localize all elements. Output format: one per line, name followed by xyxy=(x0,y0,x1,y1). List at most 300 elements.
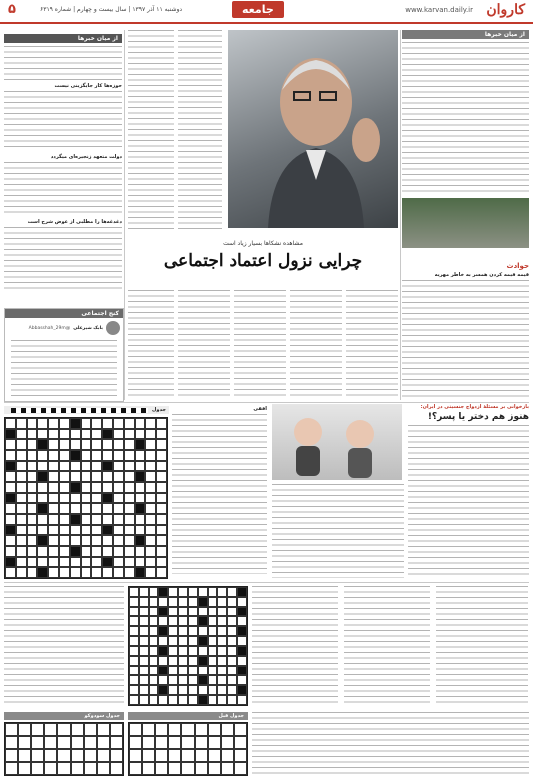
grid-cell[interactable] xyxy=(16,546,27,557)
grid-cell[interactable] xyxy=(81,461,92,472)
grid-cell[interactable] xyxy=(139,616,149,626)
grid-cell[interactable] xyxy=(91,535,102,546)
grid-cell[interactable] xyxy=(102,567,113,578)
grid-cell[interactable] xyxy=(16,503,27,514)
grid-cell[interactable] xyxy=(237,636,247,646)
grid-cell[interactable] xyxy=(139,646,149,656)
grid-cell[interactable] xyxy=(227,646,237,656)
grid-cell[interactable] xyxy=(149,675,159,685)
grid-cell[interactable] xyxy=(227,675,237,685)
grid-cell[interactable] xyxy=(37,482,48,493)
grid-cell[interactable] xyxy=(16,514,27,525)
grid-cell[interactable] xyxy=(84,723,97,736)
grid-cell[interactable] xyxy=(227,587,237,597)
sudoku-grid[interactable] xyxy=(4,722,124,776)
grid-cell[interactable] xyxy=(102,471,113,482)
grid-cell[interactable] xyxy=(27,429,38,440)
grid-cell[interactable] xyxy=(188,685,198,695)
grid-cell[interactable] xyxy=(27,546,38,557)
grid-cell[interactable] xyxy=(168,675,178,685)
grid-cell[interactable] xyxy=(70,557,81,568)
grid-cell[interactable] xyxy=(91,418,102,429)
crossword-grid[interactable] xyxy=(4,417,168,579)
grid-cell[interactable] xyxy=(188,636,198,646)
grid-cell[interactable] xyxy=(208,607,218,617)
grid-cell[interactable] xyxy=(124,525,135,536)
grid-cell[interactable] xyxy=(16,482,27,493)
grid-cell[interactable] xyxy=(48,567,59,578)
grid-cell[interactable] xyxy=(145,493,156,504)
grid-cell[interactable] xyxy=(70,567,81,578)
grid-cell[interactable] xyxy=(145,439,156,450)
grid-cell[interactable] xyxy=(16,418,27,429)
grid-cell[interactable] xyxy=(113,567,124,578)
grid-cell[interactable] xyxy=(208,675,218,685)
grid-cell[interactable] xyxy=(57,723,70,736)
grid-cell[interactable] xyxy=(59,439,70,450)
grid-cell[interactable] xyxy=(217,646,227,656)
grid-cell[interactable] xyxy=(237,656,247,666)
grid-cell[interactable] xyxy=(158,646,168,656)
grid-cell[interactable] xyxy=(102,439,113,450)
grid-cell[interactable] xyxy=(16,461,27,472)
grid-cell[interactable] xyxy=(208,685,218,695)
grid-cell[interactable] xyxy=(37,514,48,525)
grid-cell[interactable] xyxy=(178,626,188,636)
grid-cell[interactable] xyxy=(145,567,156,578)
grid-cell[interactable] xyxy=(27,461,38,472)
grid-cell[interactable] xyxy=(149,597,159,607)
grid-cell[interactable] xyxy=(5,762,18,775)
grid-cell[interactable] xyxy=(48,471,59,482)
grid-cell[interactable] xyxy=(198,646,208,656)
grid-cell[interactable] xyxy=(145,514,156,525)
grid-cell[interactable] xyxy=(217,587,227,597)
grid-cell[interactable] xyxy=(81,535,92,546)
grid-cell[interactable] xyxy=(198,675,208,685)
grid-cell[interactable] xyxy=(178,695,188,705)
grid-cell[interactable] xyxy=(70,429,81,440)
grid-cell[interactable] xyxy=(44,762,57,775)
grid-cell[interactable] xyxy=(145,471,156,482)
grid-cell[interactable] xyxy=(44,749,57,762)
grid-cell[interactable] xyxy=(156,525,167,536)
grid-cell[interactable] xyxy=(178,636,188,646)
grid-cell[interactable] xyxy=(70,450,81,461)
grid-cell[interactable] xyxy=(145,461,156,472)
grid-cell[interactable] xyxy=(27,482,38,493)
grid-cell[interactable] xyxy=(124,557,135,568)
grid-cell[interactable] xyxy=(156,482,167,493)
grid-cell[interactable] xyxy=(70,514,81,525)
grid-cell[interactable] xyxy=(124,461,135,472)
grid-cell[interactable] xyxy=(81,450,92,461)
grid-cell[interactable] xyxy=(129,675,139,685)
grid-cell[interactable] xyxy=(57,762,70,775)
grid-cell[interactable] xyxy=(135,471,146,482)
grid-cell[interactable] xyxy=(188,695,198,705)
grid-cell[interactable] xyxy=(5,723,18,736)
grid-cell[interactable] xyxy=(208,626,218,636)
grid-cell[interactable] xyxy=(135,546,146,557)
grid-cell[interactable] xyxy=(149,695,159,705)
grid-cell[interactable] xyxy=(37,461,48,472)
grid-cell[interactable] xyxy=(208,616,218,626)
grid-cell[interactable] xyxy=(156,418,167,429)
grid-cell[interactable] xyxy=(135,439,146,450)
grid-cell[interactable] xyxy=(110,723,123,736)
grid-cell[interactable] xyxy=(149,607,159,617)
grid-cell[interactable] xyxy=(208,587,218,597)
grid-cell[interactable] xyxy=(16,535,27,546)
grid-cell[interactable] xyxy=(91,525,102,536)
grid-cell[interactable] xyxy=(139,607,149,617)
grid-cell[interactable] xyxy=(198,626,208,636)
grid-cell[interactable] xyxy=(149,626,159,636)
grid-cell[interactable] xyxy=(124,450,135,461)
grid-cell[interactable] xyxy=(198,616,208,626)
grid-cell[interactable] xyxy=(84,749,97,762)
grid-cell[interactable] xyxy=(156,535,167,546)
grid-cell[interactable] xyxy=(145,450,156,461)
grid-cell[interactable] xyxy=(37,471,48,482)
grid-cell[interactable] xyxy=(129,607,139,617)
grid-cell[interactable] xyxy=(48,418,59,429)
grid-cell[interactable] xyxy=(198,666,208,676)
grid-cell[interactable] xyxy=(16,439,27,450)
grid-cell[interactable] xyxy=(227,636,237,646)
grid-cell[interactable] xyxy=(81,546,92,557)
grid-cell[interactable] xyxy=(5,482,16,493)
grid-cell[interactable] xyxy=(70,493,81,504)
grid-cell[interactable] xyxy=(139,636,149,646)
site-url[interactable]: www.karvan.daily.ir xyxy=(405,6,473,14)
grid-cell[interactable] xyxy=(168,636,178,646)
grid-cell[interactable] xyxy=(27,557,38,568)
grid-cell[interactable] xyxy=(188,597,198,607)
grid-cell[interactable] xyxy=(5,493,16,504)
grid-cell[interactable] xyxy=(110,762,123,775)
grid-cell[interactable] xyxy=(208,646,218,656)
grid-cell[interactable] xyxy=(188,646,198,656)
grid-cell[interactable] xyxy=(129,646,139,656)
grid-cell[interactable] xyxy=(208,666,218,676)
grid-cell[interactable] xyxy=(81,557,92,568)
grid-cell[interactable] xyxy=(129,636,139,646)
grid-cell[interactable] xyxy=(81,429,92,440)
grid-cell[interactable] xyxy=(110,736,123,749)
grid-cell[interactable] xyxy=(145,546,156,557)
grid-cell[interactable] xyxy=(208,636,218,646)
grid-cell[interactable] xyxy=(91,429,102,440)
grid-cell[interactable] xyxy=(16,493,27,504)
grid-cell[interactable] xyxy=(37,557,48,568)
grid-cell[interactable] xyxy=(48,482,59,493)
grid-cell[interactable] xyxy=(156,567,167,578)
grid-cell[interactable] xyxy=(113,503,124,514)
grid-cell[interactable] xyxy=(70,482,81,493)
grid-cell[interactable] xyxy=(102,450,113,461)
grid-cell[interactable] xyxy=(237,626,247,636)
grid-cell[interactable] xyxy=(102,418,113,429)
grid-cell[interactable] xyxy=(158,675,168,685)
grid-cell[interactable] xyxy=(84,762,97,775)
grid-cell[interactable] xyxy=(208,597,218,607)
grid-cell[interactable] xyxy=(113,535,124,546)
grid-cell[interactable] xyxy=(37,418,48,429)
grid-cell[interactable] xyxy=(139,597,149,607)
grid-cell[interactable] xyxy=(237,666,247,676)
grid-cell[interactable] xyxy=(158,607,168,617)
grid-cell[interactable] xyxy=(102,514,113,525)
grid-cell[interactable] xyxy=(139,675,149,685)
grid-cell[interactable] xyxy=(5,450,16,461)
grid-cell[interactable] xyxy=(37,525,48,536)
grid-cell[interactable] xyxy=(129,656,139,666)
grid-cell[interactable] xyxy=(70,439,81,450)
grid-cell[interactable] xyxy=(113,450,124,461)
grid-cell[interactable] xyxy=(91,503,102,514)
grid-cell[interactable] xyxy=(91,546,102,557)
grid-cell[interactable] xyxy=(59,525,70,536)
grid-cell[interactable] xyxy=(113,418,124,429)
grid-cell[interactable] xyxy=(27,525,38,536)
grid-cell[interactable] xyxy=(5,418,16,429)
grid-cell[interactable] xyxy=(16,450,27,461)
grid-cell[interactable] xyxy=(139,587,149,597)
grid-cell[interactable] xyxy=(5,557,16,568)
grid-cell[interactable] xyxy=(129,695,139,705)
grid-cell[interactable] xyxy=(227,695,237,705)
grid-cell[interactable] xyxy=(158,695,168,705)
grid-cell[interactable] xyxy=(237,607,247,617)
grid-cell[interactable] xyxy=(129,666,139,676)
grid-cell[interactable] xyxy=(81,567,92,578)
grid-cell[interactable] xyxy=(168,607,178,617)
grid-cell[interactable] xyxy=(178,646,188,656)
grid-cell[interactable] xyxy=(59,546,70,557)
grid-cell[interactable] xyxy=(217,685,227,695)
grid-cell[interactable] xyxy=(59,514,70,525)
grid-cell[interactable] xyxy=(31,723,44,736)
grid-cell[interactable] xyxy=(5,736,18,749)
grid-cell[interactable] xyxy=(188,616,198,626)
grid-cell[interactable] xyxy=(110,749,123,762)
grid-cell[interactable] xyxy=(102,493,113,504)
grid-cell[interactable] xyxy=(145,429,156,440)
grid-cell[interactable] xyxy=(124,503,135,514)
grid-cell[interactable] xyxy=(113,482,124,493)
grid-cell[interactable] xyxy=(124,439,135,450)
grid-cell[interactable] xyxy=(48,461,59,472)
grid-cell[interactable] xyxy=(59,503,70,514)
grid-cell[interactable] xyxy=(178,597,188,607)
grid-cell[interactable] xyxy=(217,695,227,705)
grid-cell[interactable] xyxy=(149,656,159,666)
crossword-grid-2[interactable] xyxy=(128,586,248,706)
grid-cell[interactable] xyxy=(135,429,146,440)
grid-cell[interactable] xyxy=(48,450,59,461)
grid-cell[interactable] xyxy=(178,656,188,666)
grid-cell[interactable] xyxy=(5,567,16,578)
grid-cell[interactable] xyxy=(81,439,92,450)
grid-cell[interactable] xyxy=(135,418,146,429)
grid-cell[interactable] xyxy=(188,587,198,597)
grid-cell[interactable] xyxy=(16,471,27,482)
grid-cell[interactable] xyxy=(217,616,227,626)
grid-cell[interactable] xyxy=(70,546,81,557)
grid-cell[interactable] xyxy=(97,723,110,736)
grid-cell[interactable] xyxy=(198,597,208,607)
grid-cell[interactable] xyxy=(44,723,57,736)
grid-cell[interactable] xyxy=(168,646,178,656)
grid-cell[interactable] xyxy=(59,418,70,429)
grid-cell[interactable] xyxy=(156,557,167,568)
grid-cell[interactable] xyxy=(135,450,146,461)
grid-cell[interactable] xyxy=(27,567,38,578)
grid-cell[interactable] xyxy=(71,723,84,736)
grid-cell[interactable] xyxy=(70,471,81,482)
grid-cell[interactable] xyxy=(70,535,81,546)
grid-cell[interactable] xyxy=(27,493,38,504)
grid-cell[interactable] xyxy=(135,493,146,504)
grid-cell[interactable] xyxy=(27,439,38,450)
grid-cell[interactable] xyxy=(91,471,102,482)
grid-cell[interactable] xyxy=(37,450,48,461)
grid-cell[interactable] xyxy=(18,749,31,762)
grid-cell[interactable] xyxy=(5,461,16,472)
grid-cell[interactable] xyxy=(217,626,227,636)
grid-cell[interactable] xyxy=(102,429,113,440)
grid-cell[interactable] xyxy=(158,685,168,695)
grid-cell[interactable] xyxy=(16,567,27,578)
grid-cell[interactable] xyxy=(145,535,156,546)
grid-cell[interactable] xyxy=(156,493,167,504)
grid-cell[interactable] xyxy=(135,567,146,578)
grid-cell[interactable] xyxy=(124,514,135,525)
grid-cell[interactable] xyxy=(48,439,59,450)
grid-cell[interactable] xyxy=(156,450,167,461)
grid-cell[interactable] xyxy=(27,535,38,546)
grid-cell[interactable] xyxy=(237,646,247,656)
grid-cell[interactable] xyxy=(145,482,156,493)
grid-cell[interactable] xyxy=(145,525,156,536)
grid-cell[interactable] xyxy=(31,749,44,762)
grid-cell[interactable] xyxy=(71,736,84,749)
grid-cell[interactable] xyxy=(139,656,149,666)
grid-cell[interactable] xyxy=(135,535,146,546)
grid-cell[interactable] xyxy=(158,636,168,646)
grid-cell[interactable] xyxy=(168,616,178,626)
grid-cell[interactable] xyxy=(124,535,135,546)
grid-cell[interactable] xyxy=(37,439,48,450)
grid-cell[interactable] xyxy=(158,626,168,636)
grid-cell[interactable] xyxy=(168,695,178,705)
grid-cell[interactable] xyxy=(168,656,178,666)
grid-cell[interactable] xyxy=(97,762,110,775)
grid-cell[interactable] xyxy=(198,695,208,705)
grid-cell[interactable] xyxy=(102,503,113,514)
grid-cell[interactable] xyxy=(70,503,81,514)
grid-cell[interactable] xyxy=(217,636,227,646)
grid-cell[interactable] xyxy=(217,607,227,617)
grid-cell[interactable] xyxy=(158,587,168,597)
grid-cell[interactable] xyxy=(37,493,48,504)
grid-cell[interactable] xyxy=(168,626,178,636)
grid-cell[interactable] xyxy=(91,482,102,493)
grid-cell[interactable] xyxy=(188,656,198,666)
grid-cell[interactable] xyxy=(27,471,38,482)
grid-cell[interactable] xyxy=(37,503,48,514)
grid-cell[interactable] xyxy=(81,525,92,536)
grid-cell[interactable] xyxy=(102,525,113,536)
grid-cell[interactable] xyxy=(198,656,208,666)
grid-cell[interactable] xyxy=(27,503,38,514)
grid-cell[interactable] xyxy=(145,503,156,514)
grid-cell[interactable] xyxy=(16,557,27,568)
grid-cell[interactable] xyxy=(156,429,167,440)
grid-cell[interactable] xyxy=(237,587,247,597)
grid-cell[interactable] xyxy=(48,429,59,440)
grid-cell[interactable] xyxy=(71,749,84,762)
grid-cell[interactable] xyxy=(70,461,81,472)
grid-cell[interactable] xyxy=(227,626,237,636)
grid-cell[interactable] xyxy=(59,461,70,472)
grid-cell[interactable] xyxy=(59,429,70,440)
grid-cell[interactable] xyxy=(158,666,168,676)
grid-cell[interactable] xyxy=(135,557,146,568)
grid-cell[interactable] xyxy=(124,429,135,440)
grid-cell[interactable] xyxy=(198,607,208,617)
grid-cell[interactable] xyxy=(156,514,167,525)
grid-cell[interactable] xyxy=(37,567,48,578)
grid-cell[interactable] xyxy=(135,461,146,472)
grid-cell[interactable] xyxy=(71,762,84,775)
grid-cell[interactable] xyxy=(217,597,227,607)
grid-cell[interactable] xyxy=(81,482,92,493)
grid-cell[interactable] xyxy=(70,418,81,429)
grid-cell[interactable] xyxy=(5,471,16,482)
grid-cell[interactable] xyxy=(31,762,44,775)
grid-cell[interactable] xyxy=(113,439,124,450)
grid-cell[interactable] xyxy=(129,616,139,626)
grid-cell[interactable] xyxy=(102,535,113,546)
grid-cell[interactable] xyxy=(178,666,188,676)
grid-cell[interactable] xyxy=(18,736,31,749)
grid-cell[interactable] xyxy=(156,546,167,557)
grid-cell[interactable] xyxy=(37,546,48,557)
grid-cell[interactable] xyxy=(48,557,59,568)
grid-cell[interactable] xyxy=(102,482,113,493)
grid-cell[interactable] xyxy=(31,736,44,749)
grid-cell[interactable] xyxy=(5,514,16,525)
grid-cell[interactable] xyxy=(124,418,135,429)
grid-cell[interactable] xyxy=(237,695,247,705)
grid-cell[interactable] xyxy=(27,450,38,461)
grid-cell[interactable] xyxy=(59,471,70,482)
grid-cell[interactable] xyxy=(70,525,81,536)
grid-cell[interactable] xyxy=(57,736,70,749)
grid-cell[interactable] xyxy=(48,493,59,504)
grid-cell[interactable] xyxy=(27,418,38,429)
grid-cell[interactable] xyxy=(178,607,188,617)
grid-cell[interactable] xyxy=(91,450,102,461)
grid-cell[interactable] xyxy=(178,616,188,626)
grid-cell[interactable] xyxy=(158,616,168,626)
grid-cell[interactable] xyxy=(5,439,16,450)
grid-cell[interactable] xyxy=(18,762,31,775)
grid-cell[interactable] xyxy=(178,675,188,685)
